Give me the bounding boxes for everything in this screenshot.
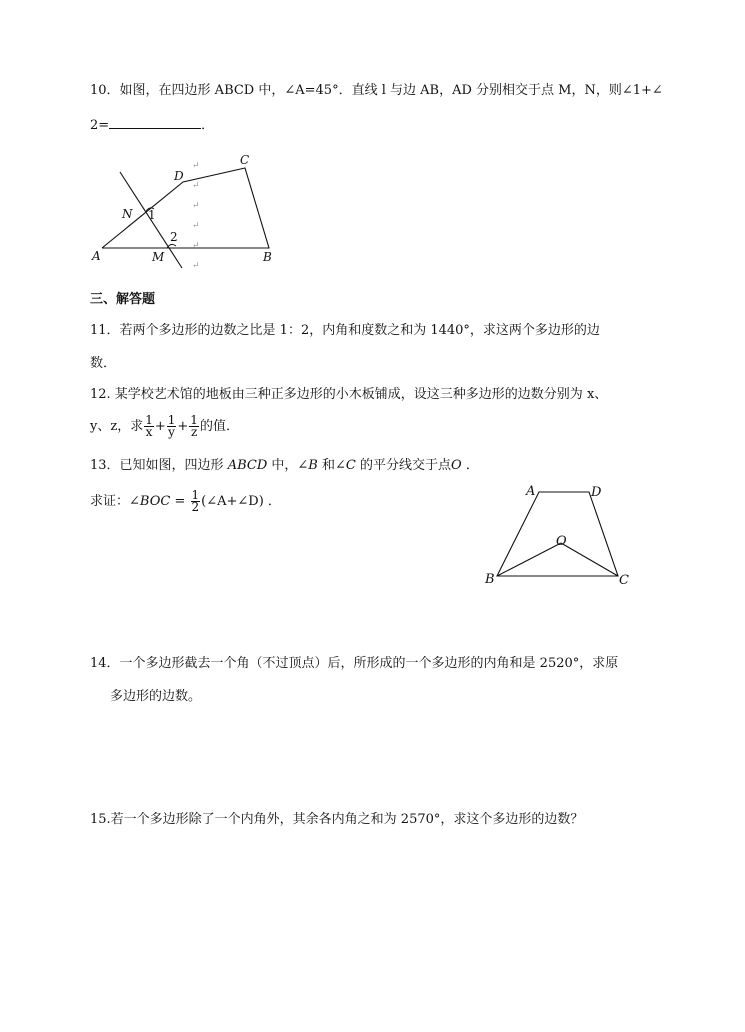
fraction-denominator: y bbox=[168, 425, 175, 439]
label-m: M bbox=[152, 250, 165, 264]
label-n: N bbox=[122, 207, 133, 221]
proof-expression: (∠A+∠D) bbox=[201, 494, 264, 509]
label-b: B bbox=[485, 572, 495, 587]
return-mark: ↵ bbox=[192, 201, 200, 211]
q13-quad-name: ABCD bbox=[227, 458, 268, 473]
q11-line1: 11．若两个多边形的边数之比是 1：2，内角和度数之和为 1440°，求这两个多边形的边 bbox=[90, 323, 600, 338]
bisector-bo bbox=[497, 543, 561, 576]
q13-angle-c: C bbox=[345, 458, 356, 473]
label-d: D bbox=[174, 169, 184, 183]
q10-line2 bbox=[90, 116, 214, 135]
q13-line1 bbox=[90, 457, 479, 475]
label-d: D bbox=[591, 485, 602, 500]
q10-line2-suffix: ． bbox=[201, 118, 215, 133]
q13-text: 的平分线交于点 bbox=[360, 458, 452, 473]
label-c: C bbox=[240, 153, 250, 167]
q13-text: 中，∠ bbox=[271, 458, 309, 473]
q15-line1: 15.若一个多边形除了一个内角外，其余各内角之和为 2570°，求这个多边形的边数？ bbox=[90, 812, 584, 827]
return-mark: ↵ bbox=[192, 161, 200, 171]
fraction-numerator: 1 bbox=[190, 413, 198, 427]
bisector-co bbox=[561, 543, 618, 576]
proof-angle-boc: BOC bbox=[139, 494, 171, 509]
fraction-1-over-y bbox=[167, 415, 177, 438]
figure-trapezoid-abcd bbox=[480, 480, 640, 592]
fraction-denominator: z bbox=[190, 425, 198, 439]
q10-line1: 10．如图，在四边形 ABCD 中，∠A=45°．直线 l 与边 AB，AD 分别相交于点 M，N，则∠1+∠ bbox=[90, 83, 663, 98]
fraction-1-over-x bbox=[144, 415, 154, 438]
proof-text: 求证：∠ bbox=[90, 494, 140, 509]
figure-quadrilateral-abcd bbox=[88, 148, 288, 270]
answer-blank bbox=[109, 116, 201, 129]
plus-sign: + bbox=[177, 419, 189, 434]
label-c: C bbox=[619, 573, 629, 588]
fraction-denominator: 2 bbox=[191, 500, 200, 514]
fraction-one-half bbox=[191, 490, 201, 513]
label-b: B bbox=[263, 250, 272, 264]
q13-text: ． bbox=[465, 458, 479, 473]
section-title: 三、解答题 bbox=[90, 292, 156, 307]
label-angle-2: 2 bbox=[170, 230, 178, 244]
plus-sign: + bbox=[154, 419, 166, 434]
q12-suffix: 的值． bbox=[199, 419, 239, 434]
return-mark: ↵ bbox=[192, 181, 200, 191]
q12-line1: 12. 某学校艺术馆的地板由三种正多边形的小木板铺成，设这三种多边形的边数分别为 x、 bbox=[90, 387, 608, 402]
q14-line2: 多边形的边数。 bbox=[110, 689, 202, 704]
q13-text: 和∠ bbox=[322, 458, 346, 473]
fraction-numerator: 1 bbox=[191, 488, 200, 502]
fraction-numerator: 1 bbox=[145, 413, 153, 427]
label-a: A bbox=[526, 484, 536, 499]
q12-line2 bbox=[90, 414, 239, 440]
fraction-numerator: 1 bbox=[167, 413, 176, 427]
return-mark: ↵ bbox=[192, 221, 200, 231]
fraction-denominator: x bbox=[145, 425, 153, 439]
q11-line2: 数． bbox=[90, 356, 117, 371]
q14-line1: 14．一个多边形截去一个角（不过顶点）后，所形成的一个多边形的内角和是 2520°，求原 bbox=[90, 656, 619, 671]
q12-prefix: y、z，求 bbox=[90, 419, 144, 434]
label-o: O bbox=[556, 534, 567, 549]
q13-proof bbox=[90, 488, 281, 516]
proof-text: ． bbox=[267, 494, 281, 509]
q13-text: 13．已知如图，四边形 bbox=[90, 458, 224, 473]
return-mark: ↵ bbox=[192, 241, 200, 251]
fraction-1-over-z bbox=[189, 415, 199, 438]
equals-sign: = bbox=[174, 494, 186, 509]
label-angle-1: 1 bbox=[148, 208, 156, 222]
q13-point-o: O bbox=[451, 458, 462, 473]
q10-line2-prefix: 2= bbox=[90, 118, 110, 133]
return-mark: ↵ bbox=[192, 261, 200, 270]
q13-angle-b: B bbox=[308, 458, 318, 473]
label-a: A bbox=[92, 249, 101, 263]
